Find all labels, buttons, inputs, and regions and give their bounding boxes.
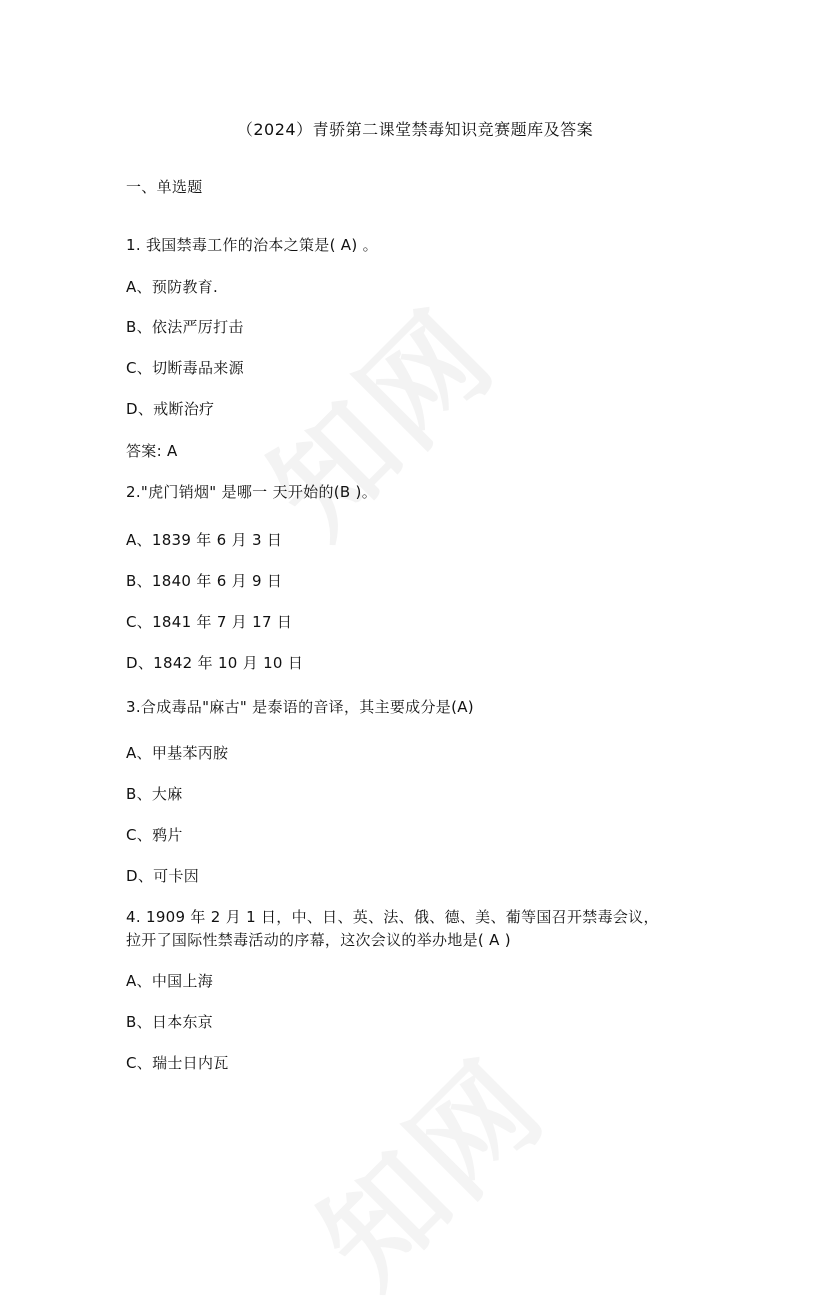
question-3-option-c: C、鸦片 — [126, 826, 183, 844]
question-2-option-a: A、1839 年 6 月 3 日 — [126, 531, 283, 549]
question-1-option-a: A、预防教育. — [126, 278, 219, 296]
question-4-text-line2: 拉开了国际性禁毒活动的序幕，这次会议的举办地是( A ) — [126, 931, 511, 949]
watermark — [226, 266, 526, 566]
question-4-option-c: C、瑞士日内瓦 — [126, 1054, 229, 1072]
question-3-option-b: B、大麻 — [126, 785, 183, 803]
question-1-option-c: C、切断毒品来源 — [126, 359, 244, 377]
question-1-option-d: D、戒断治疗 — [126, 400, 215, 418]
question-1-option-b: B、依法严厉打击 — [126, 318, 244, 336]
question-4-option-b: B、日本东京 — [126, 1013, 214, 1031]
question-2-option-d: D、1842 年 10 月 10 日 — [126, 654, 304, 672]
document-title: （2024）青骄第二课堂禁毒知识竞赛题库及答案 — [236, 120, 594, 139]
question-1-text: 1. 我国禁毒工作的治本之策是( A) 。 — [126, 236, 378, 254]
question-3-text: 3.合成毒品"麻古" 是泰语的音译，其主要成分是(A) — [126, 698, 474, 716]
question-2-option-c: C、1841 年 7 月 17 日 — [126, 613, 293, 631]
question-2-text: 2."虎门销烟" 是哪一 天开始的(B )。 — [126, 483, 378, 501]
question-4-text-line1: 4. 1909 年 2 月 1 日，中、日、英、法、俄、德、美、葡等国召开禁毒会议， — [126, 908, 659, 926]
section-heading: 一、单选题 — [126, 178, 203, 196]
watermark-bottom — [276, 1016, 576, 1316]
question-4-option-a: A、中国上海 — [126, 972, 214, 990]
question-3-option-d: D、可卡因 — [126, 867, 200, 885]
question-2-option-b: B、1840 年 6 月 9 日 — [126, 572, 283, 590]
question-1-answer: 答案: A — [126, 442, 178, 460]
question-3-option-a: A、甲基苯丙胺 — [126, 744, 229, 762]
